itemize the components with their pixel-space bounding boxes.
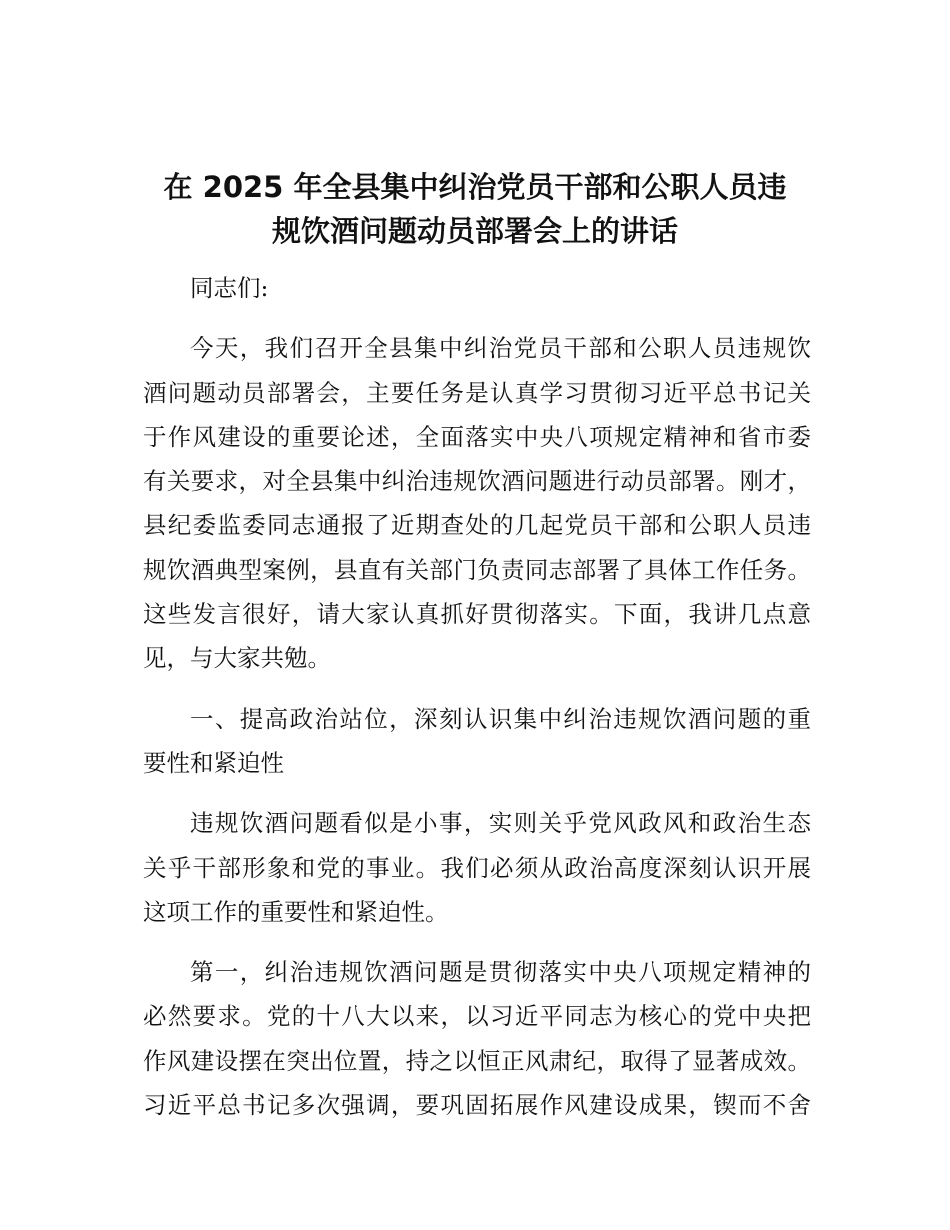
text-line: 违规饮酒问题看似是小事，实则关乎党风政风和政治生态 xyxy=(190,809,811,838)
salutation-paragraph xyxy=(143,266,811,310)
intro-paragraph xyxy=(143,326,811,680)
body-paragraph xyxy=(143,950,811,1127)
text-line: 必然要求。党的十八大以来，以习近平同志为核心的党中央把 xyxy=(143,1002,811,1031)
text-line: 酒问题动员部署会，主要任务是认真学习贯彻习近平总书记关 xyxy=(143,378,811,407)
section-heading-paragraph xyxy=(143,697,811,786)
document-body xyxy=(143,266,811,1143)
document-title xyxy=(100,165,850,253)
body-paragraph xyxy=(143,801,811,934)
text-line: 见，与大家共勉。 xyxy=(143,644,331,673)
text-line: 作风建设摆在突出位置，持之以恒正风肃纪，取得了显著成效。 xyxy=(143,1046,811,1075)
text-line: 这些发言很好，请大家认真抓好贯彻落实。下面，我讲几点意 xyxy=(143,600,811,629)
text-line: 一、提高政治站位，深刻认识集中纠治违规饮酒问题的重 xyxy=(190,704,811,733)
text-line: 于作风建设的重要论述，全面落实中央八项规定精神和省市委 xyxy=(143,422,811,451)
text-line: 关乎干部形象和党的事业。我们必须从政治高度深刻认识开展 xyxy=(143,853,811,882)
text-line: 今天，我们召开全县集中纠治党员干部和公职人员违规饮 xyxy=(190,334,811,363)
text-line: 同志们: xyxy=(190,274,269,302)
title-line: 在 2025 年全县集中纠治党员干部和公职人员违 xyxy=(163,170,787,204)
text-line: 第一，纠治违规饮酒问题是贯彻落实中央八项规定精神的 xyxy=(190,958,811,987)
title-line: 规饮酒问题动员部署会上的讲话 xyxy=(271,214,678,248)
text-line: 有关要求，对全县集中纠治违规饮酒问题进行动员部署。刚才， xyxy=(143,467,811,496)
text-line: 这项工作的重要性和紧迫性。 xyxy=(143,897,449,926)
text-line: 要性和紧迫性 xyxy=(143,748,284,777)
text-line: 县纪委监委同志通报了近期查处的几起党员干部和公职人员违 xyxy=(143,511,811,540)
text-line: 习近平总书记多次强调，要巩固拓展作风建设成果，锲而不舍 xyxy=(143,1091,811,1120)
text-line: 规饮酒典型案例，县直有关部门负责同志部署了具体工作任务。 xyxy=(143,555,811,584)
